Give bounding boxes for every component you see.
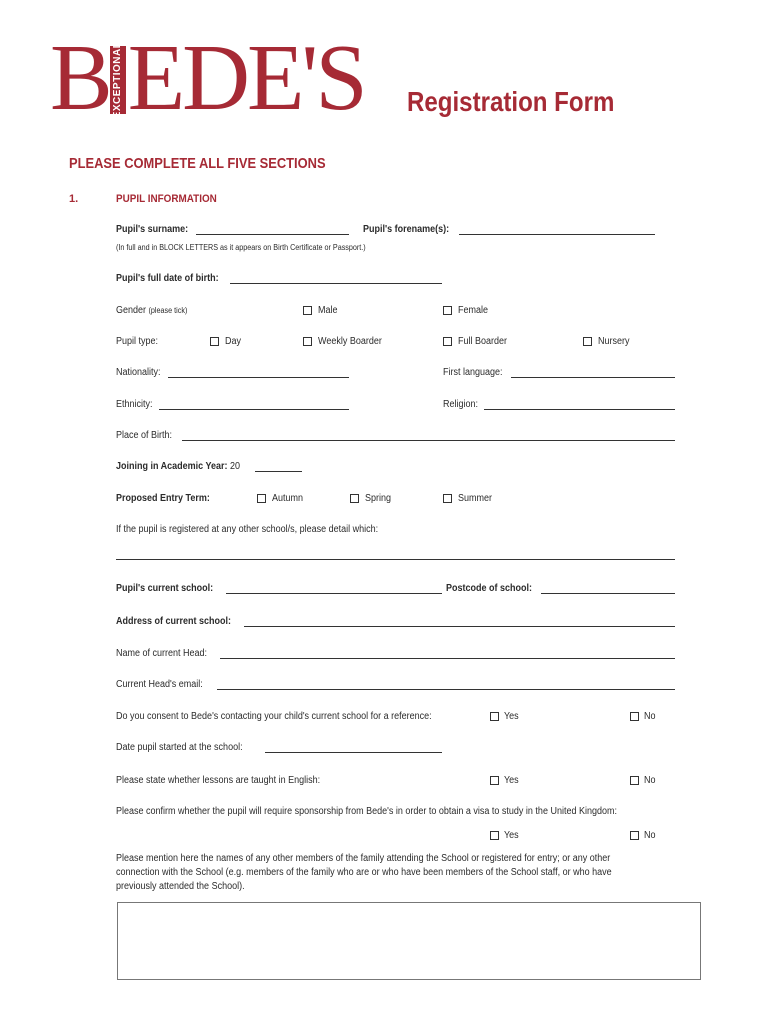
weekly-boarder-checkbox[interactable] <box>303 337 312 346</box>
consent-no-label: No <box>644 711 656 722</box>
nationality-field[interactable] <box>168 377 349 378</box>
full-boarder-label: Full Boarder <box>458 336 508 347</box>
sections-heading: PLEASE COMPLETE ALL FIVE SECTIONS <box>69 155 326 172</box>
weekly-boarder-label: Weekly Boarder <box>318 336 382 347</box>
form-title: Registration Form <box>407 86 615 117</box>
day-checkbox[interactable] <box>210 337 219 346</box>
autumn-checkbox[interactable] <box>257 494 266 503</box>
surname-field[interactable] <box>196 234 349 235</box>
sponsorship-no-label: No <box>644 830 656 841</box>
bedes-logo <box>50 26 365 130</box>
female-checkbox[interactable] <box>443 306 452 315</box>
forenames-field[interactable] <box>459 234 655 235</box>
head-email-field[interactable] <box>217 689 675 690</box>
day-label: Day <box>225 336 242 347</box>
date-started-field[interactable] <box>265 752 442 753</box>
consent-no-checkbox[interactable] <box>630 712 639 721</box>
head-email-label: Current Head's email: <box>116 679 203 690</box>
first-language-label: First language: <box>443 367 503 378</box>
consent-yes-label: Yes <box>504 711 519 722</box>
logo-exceptional-text: EXCEPTIONAL <box>111 41 123 119</box>
block-letters-note: (In full and in BLOCK LETTERS as it appears on Birth Certificate or Passport.) <box>116 243 366 252</box>
ethnicity-label: Ethnicity: <box>116 399 153 410</box>
first-language-field[interactable] <box>511 377 675 378</box>
current-school-label: Pupil's current school: <box>116 583 214 594</box>
male-label: Male <box>318 305 338 316</box>
dob-label: Pupil's full date of birth: <box>116 273 219 284</box>
gender-label-text: Gender <box>116 305 147 316</box>
other-school-label: If the pupil is registered at any other school/s, please detail which: <box>116 524 379 535</box>
postcode-field[interactable] <box>541 593 675 594</box>
gender-label <box>116 305 187 316</box>
head-name-field[interactable] <box>220 658 675 659</box>
nursery-label: Nursery <box>598 336 630 347</box>
spring-label: Spring <box>365 493 392 504</box>
full-boarder-checkbox[interactable] <box>443 337 452 346</box>
english-yes-checkbox[interactable] <box>490 776 499 785</box>
joining-row <box>116 461 240 472</box>
consent-yes-checkbox[interactable] <box>490 712 499 721</box>
address-field[interactable] <box>244 626 675 627</box>
other-school-field[interactable] <box>116 559 675 560</box>
nursery-checkbox[interactable] <box>583 337 592 346</box>
sponsorship-label: Please confirm whether the pupil will require sponsorship from Bede's in order to obtain a visa to study in the United Kingdom: <box>116 806 617 817</box>
address-label: Address of current school: <box>116 616 232 627</box>
logo-letters-edes: EDE'S <box>127 26 365 130</box>
place-of-birth-field[interactable] <box>182 440 675 441</box>
summer-checkbox[interactable] <box>443 494 452 503</box>
family-details-textarea[interactable] <box>117 902 701 980</box>
date-started-label: Date pupil started at the school: <box>116 742 243 753</box>
english-label: Please state whether lessons are taught in English: <box>116 775 321 786</box>
current-school-field[interactable] <box>226 593 442 594</box>
postcode-label: Postcode of school: <box>446 583 533 594</box>
dob-field[interactable] <box>230 283 442 284</box>
religion-label: Religion: <box>443 399 479 410</box>
place-of-birth-label: Place of Birth: <box>116 430 173 441</box>
religion-field[interactable] <box>484 409 675 410</box>
family-text-line-1: Please mention here the names of any other members of the family attending the School or registered for entry; or any other <box>116 853 611 864</box>
spring-checkbox[interactable] <box>350 494 359 503</box>
forenames-label: Pupil's forename(s): <box>363 224 450 235</box>
sponsorship-yes-label: Yes <box>504 830 519 841</box>
entry-term-label: Proposed Entry Term: <box>116 493 210 504</box>
male-checkbox[interactable] <box>303 306 312 315</box>
sponsorship-no-checkbox[interactable] <box>630 831 639 840</box>
family-text-line-3: previously attended the School). <box>116 881 245 892</box>
english-no-label: No <box>644 775 656 786</box>
autumn-label: Autumn <box>272 493 304 504</box>
sponsorship-yes-checkbox[interactable] <box>490 831 499 840</box>
family-text-line-2: connection with the School (e.g. members of the family who are or who have been members of the School staff, or who have <box>116 867 612 878</box>
logo-letter-b: B <box>50 26 110 130</box>
logo-exceptional-bar <box>110 41 126 119</box>
pupil-type-label: Pupil type: <box>116 336 159 347</box>
female-label: Female <box>458 305 489 316</box>
english-no-checkbox[interactable] <box>630 776 639 785</box>
consent-label: Do you consent to Bede's contacting your child's current school for a reference: <box>116 711 432 722</box>
english-yes-label: Yes <box>504 775 519 786</box>
nationality-label: Nationality: <box>116 367 161 378</box>
joining-prefix: 20 <box>230 461 241 472</box>
ethnicity-field[interactable] <box>159 409 349 410</box>
section-title: PUPIL INFORMATION <box>116 193 217 205</box>
joining-label: Joining in Academic Year: <box>116 461 228 472</box>
summer-label: Summer <box>458 493 493 504</box>
head-name-label: Name of current Head: <box>116 648 208 659</box>
surname-label: Pupil's surname: <box>116 224 189 235</box>
joining-year-field[interactable] <box>255 471 302 472</box>
section-number: 1. <box>69 193 79 205</box>
gender-note: (please tick) <box>148 306 188 315</box>
